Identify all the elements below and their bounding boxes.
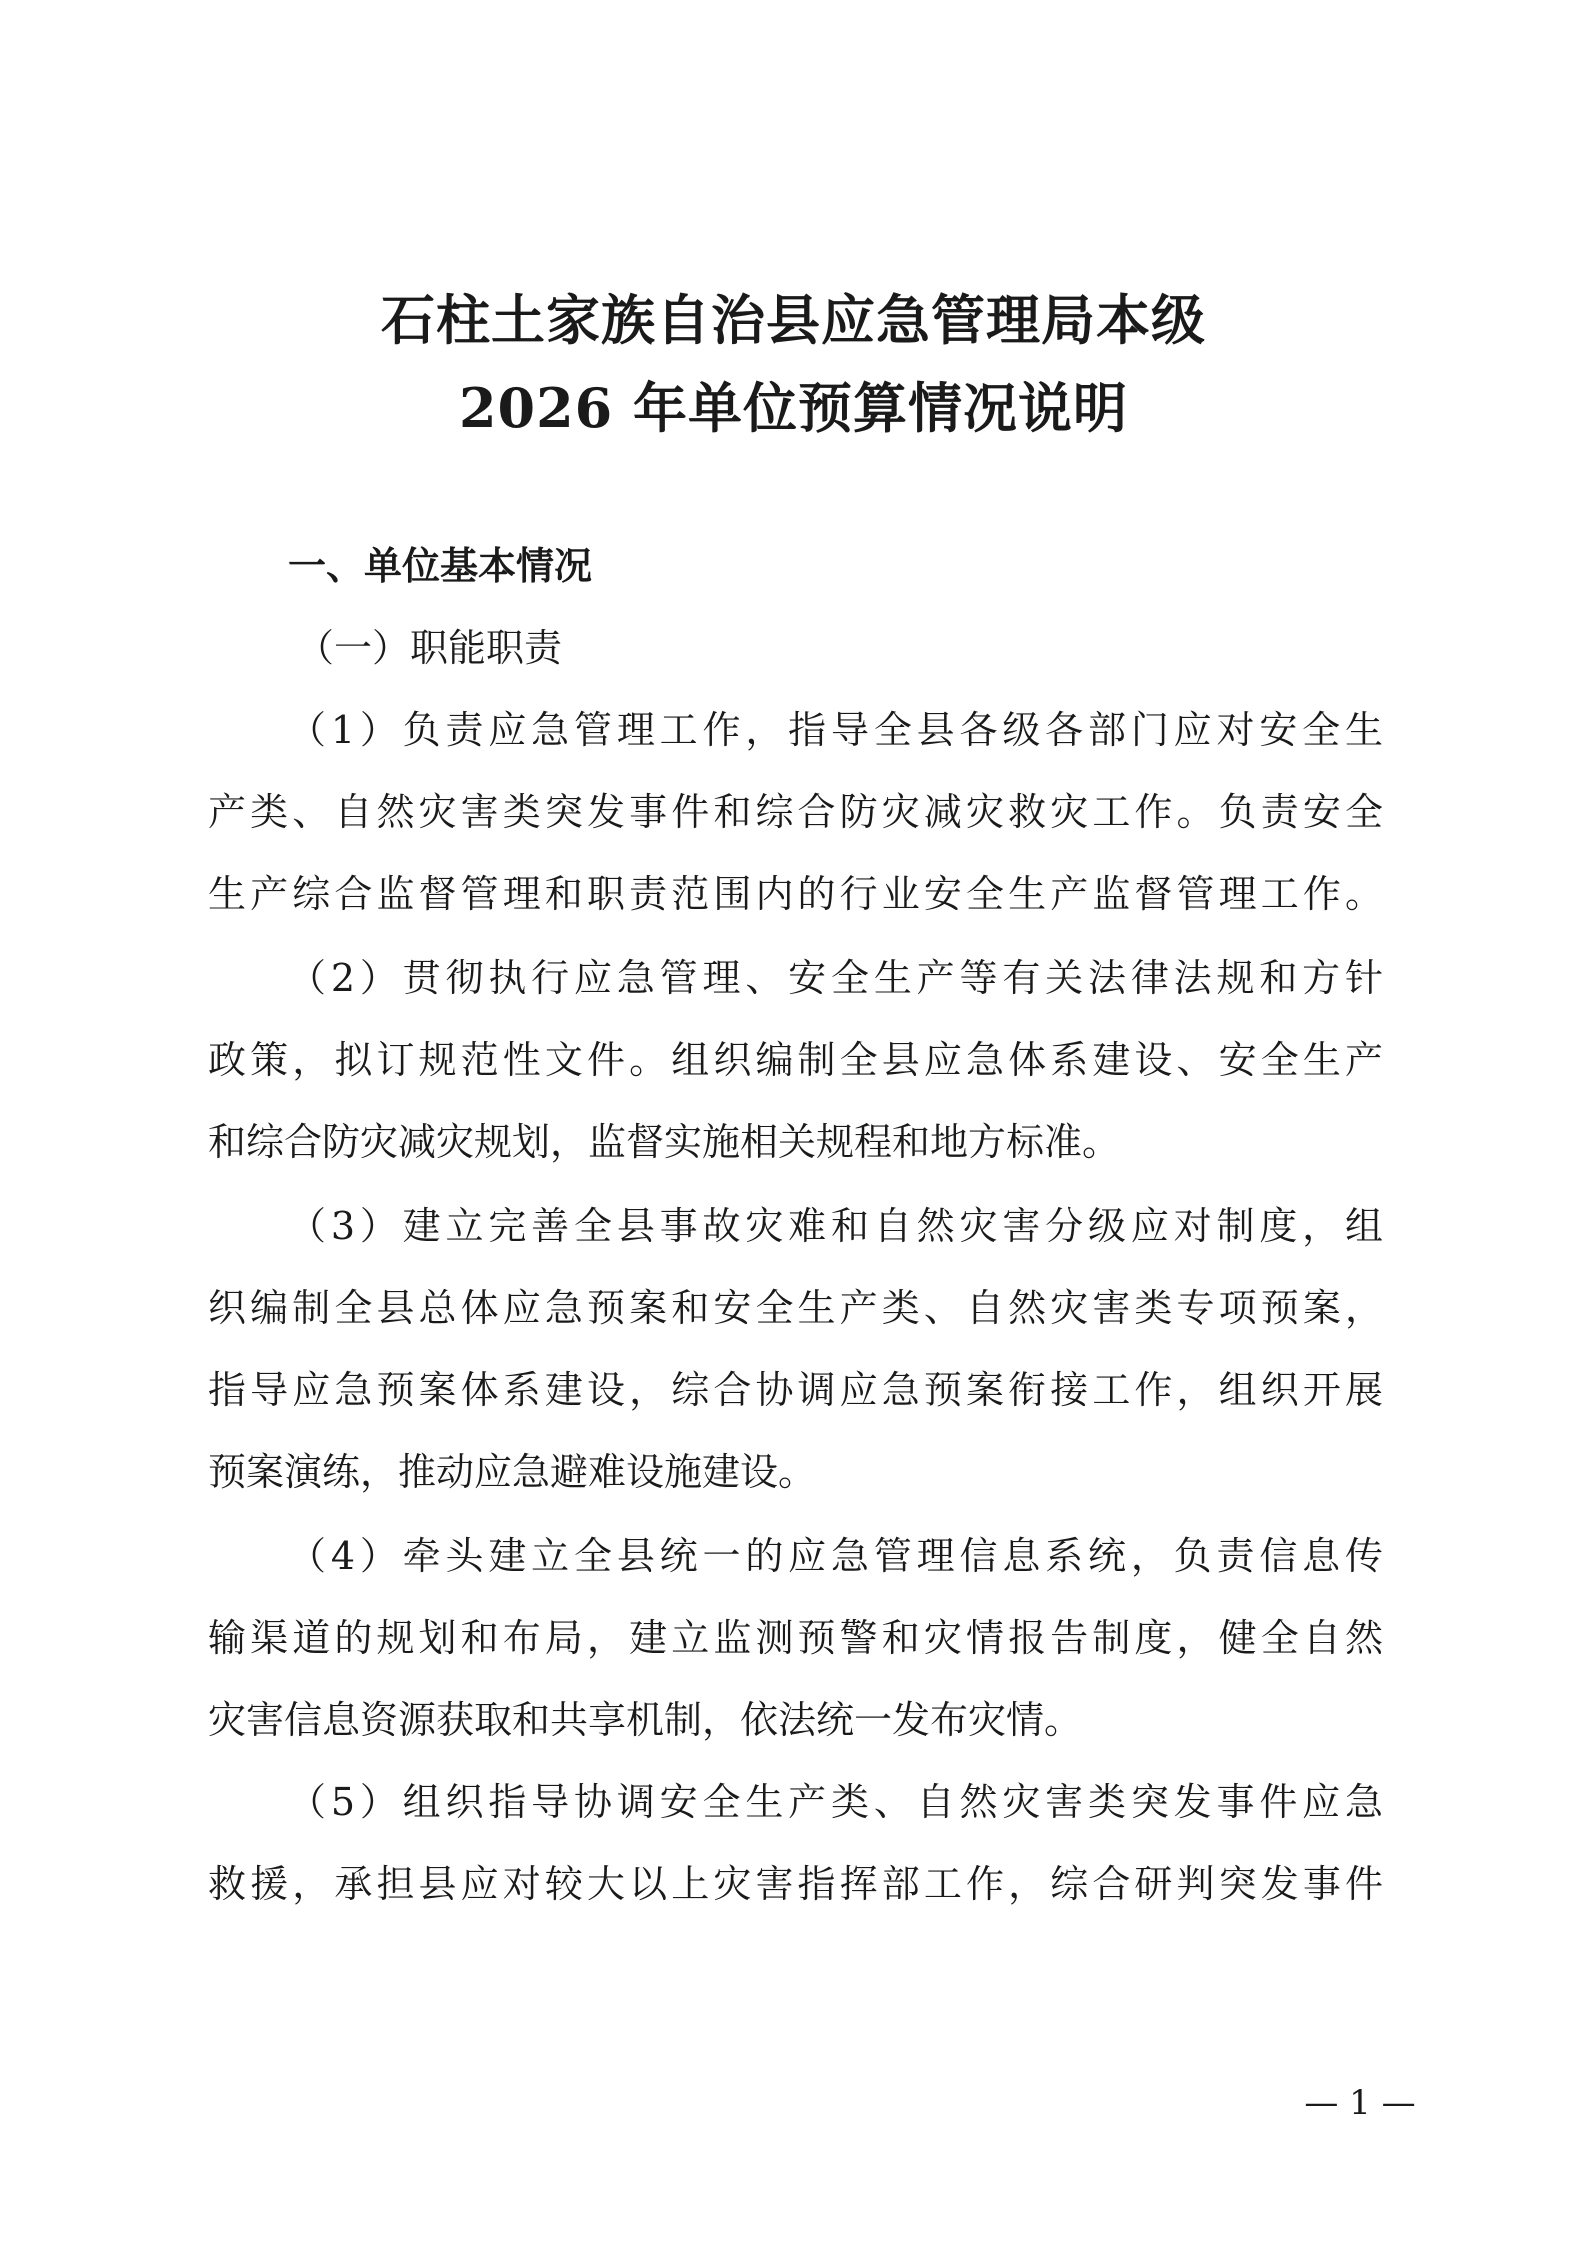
- page-number: — 1 —: [1304, 2083, 1416, 2123]
- paragraph-line: 政策，拟订规范性文件。组织编制全县应急体系建设、安全生产: [208, 1038, 1383, 1082]
- paragraph-line: 织编制全县总体应急预案和安全生产类、自然灾害类专项预案，: [208, 1286, 1383, 1330]
- document-title-line-2: 2026 年单位预算情况说明: [458, 376, 1129, 440]
- paragraph-line: 预案演练，推动应急避难设施建设。: [208, 1450, 817, 1494]
- paragraph-line: 和综合防灾减灾规划，监督实施相关规程和地方标准。: [208, 1120, 1121, 1164]
- paragraph-line: （1）负责应急管理工作，指导全县各级各部门应对安全生: [288, 708, 1383, 752]
- paragraph-line: 输渠道的规划和布局，建立监测预警和灾情报告制度，健全自然: [208, 1616, 1383, 1660]
- document-title-line-1: 石柱土家族自治县应急管理局本级: [381, 288, 1206, 352]
- subsection-heading: （一）职能职责: [296, 626, 563, 670]
- paragraph-line: （3）建立完善全县事故灾难和自然灾害分级应对制度，组: [288, 1204, 1383, 1248]
- paragraph-line: 产类、自然灾害类突发事件和综合防灾减灾救灾工作。负责安全: [208, 790, 1383, 834]
- paragraph-line: （5）组织指导协调安全生产类、自然灾害类突发事件应急: [288, 1780, 1383, 1824]
- paragraph-line: 救援，承担县应对较大以上灾害指挥部工作，综合研判突发事件: [208, 1862, 1383, 1906]
- paragraph-line: 指导应急预案体系建设，综合协调应急预案衔接工作，组织开展: [208, 1368, 1383, 1412]
- paragraph-line: （2）贯彻执行应急管理、安全生产等有关法律法规和方针: [288, 956, 1383, 1000]
- section-heading: 一、单位基本情况: [288, 544, 593, 588]
- paragraph-line: 生产综合监督管理和职责范围内的行业安全生产监督管理工作。: [208, 872, 1383, 916]
- paragraph-line: （4）牵头建立全县统一的应急管理信息系统，负责信息传: [288, 1534, 1383, 1578]
- paragraph-line: 灾害信息资源获取和共享机制，依法统一发布灾情。: [208, 1698, 1083, 1742]
